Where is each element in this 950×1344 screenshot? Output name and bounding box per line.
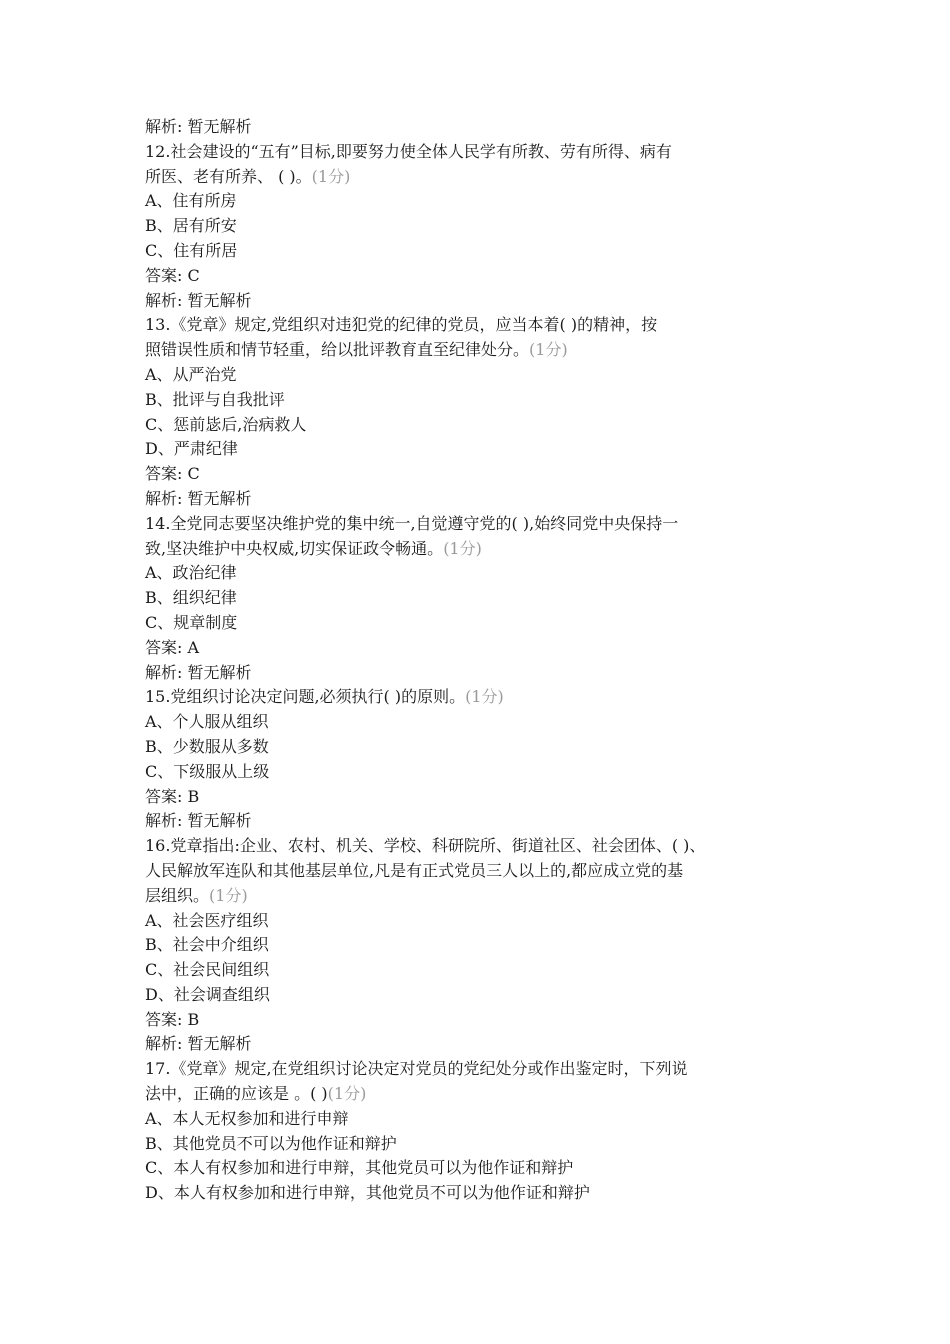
text-line xyxy=(145,264,825,289)
text-line xyxy=(145,512,825,537)
score-label: (1分) xyxy=(311,166,351,186)
line-text: 层组织。 xyxy=(145,885,210,905)
line-text: B、批评与自我批评 xyxy=(145,389,285,409)
text-line xyxy=(145,710,825,735)
score-label: (1分) xyxy=(465,687,504,707)
line-text: D、严肃纪律 xyxy=(145,439,238,459)
line-text: 答案: C xyxy=(145,265,200,285)
document-page xyxy=(145,115,825,1206)
text-line xyxy=(145,685,825,710)
line-text: 解析: 暂无解析 xyxy=(145,1034,252,1054)
text-line xyxy=(145,462,825,487)
text-line xyxy=(145,313,825,338)
line-text: 人民解放军连队和其他基层单位,凡是有正式党员三人以上的,都应成立党的基 xyxy=(145,860,684,880)
text-line xyxy=(145,1082,825,1107)
line-text: B、居有所安 xyxy=(145,216,237,236)
text-line xyxy=(145,1008,825,1033)
text-line xyxy=(145,809,825,834)
line-text: 答案: B xyxy=(145,1009,200,1029)
line-text: C、惩前毖后,治病救人 xyxy=(145,414,307,434)
text-line xyxy=(145,388,825,413)
text-line xyxy=(145,537,825,562)
text-line xyxy=(145,1107,825,1132)
line-text: A、本人无权参加和进行申辩 xyxy=(145,1108,349,1128)
text-line xyxy=(145,487,825,512)
line-text: 所医、老有所养、 ( )。 xyxy=(145,166,312,186)
line-text: B、少数服从多数 xyxy=(145,736,269,756)
text-line xyxy=(145,115,825,140)
line-text: 15.党组织讨论决定问题,必须执行( )的原则。 xyxy=(145,687,466,707)
line-text: A、政治纪律 xyxy=(145,563,237,583)
line-text: 答案: C xyxy=(145,464,200,484)
text-line xyxy=(145,214,825,239)
text-line xyxy=(145,1057,825,1082)
score-label: (1分) xyxy=(209,885,248,905)
text-line xyxy=(145,785,825,810)
text-line xyxy=(145,859,825,884)
line-text: 致,坚决维护中央权威,切实保证政令畅通。 xyxy=(145,538,444,558)
line-text: 解析: 暂无解析 xyxy=(145,662,252,682)
text-line xyxy=(145,1032,825,1057)
text-line xyxy=(145,338,825,363)
line-text: 解析: 暂无解析 xyxy=(145,488,252,508)
text-line xyxy=(145,636,825,661)
text-line xyxy=(145,884,825,909)
text-line xyxy=(145,958,825,983)
line-text: A、从严治党 xyxy=(145,364,237,384)
text-line xyxy=(145,437,825,462)
line-text: D、社会调查组织 xyxy=(145,984,270,1004)
line-text: C、规章制度 xyxy=(145,612,238,632)
line-text: 答案: A xyxy=(145,637,200,657)
text-line xyxy=(145,363,825,388)
line-text: C、下级服从上级 xyxy=(145,761,270,781)
line-text: 法中，正确的应该是 。( ) xyxy=(145,1084,328,1104)
text-line xyxy=(145,561,825,586)
score-label: (1分) xyxy=(529,340,568,360)
line-text: 16.党章指出:企业、农村、机关、学校、科研院所、街道社区、社会团体、( )、 xyxy=(145,836,706,856)
text-line xyxy=(145,413,825,438)
line-text: 解析: 暂无解析 xyxy=(145,811,252,831)
text-line xyxy=(145,586,825,611)
text-line xyxy=(145,735,825,760)
line-text: C、本人有权参加和进行申辩，其他党员可以为他作证和辩护 xyxy=(145,1158,574,1178)
line-text: C、住有所居 xyxy=(145,240,238,260)
line-text: A、个人服从组织 xyxy=(145,712,269,732)
text-line xyxy=(145,760,825,785)
line-text: B、其他党员不可以为他作证和辩护 xyxy=(145,1133,397,1153)
text-line xyxy=(145,661,825,686)
line-text: B、社会中介组织 xyxy=(145,935,269,955)
score-label: (1分) xyxy=(443,538,482,558)
line-text: 14.全党同志要坚决维护党的集中统一,自觉遵守党的( ),始终同党中央保持一 xyxy=(145,513,679,533)
line-text: 12.社会建设的“五有”目标,即要努力使全体人民学有所教、劳有所得、病有 xyxy=(145,141,672,161)
line-text: 13.《党章》规定,党组织对违犯党的纪律的党员，应当本着( )的精神，按 xyxy=(145,315,658,335)
line-text: B、组织纪律 xyxy=(145,588,237,608)
line-text: D、本人有权参加和进行申辩，其他党员不可以为他作证和辩护 xyxy=(145,1183,590,1203)
text-line xyxy=(145,140,825,165)
text-line xyxy=(145,611,825,636)
line-text: 解析: 暂无解析 xyxy=(145,117,252,136)
text-line xyxy=(145,933,825,958)
line-text: 17.《党章》规定,在党组织讨论决定对党员的党纪处分或作出鉴定时，下列说 xyxy=(145,1059,688,1079)
line-text: 照错误性质和情节轻重，给以批评教育直至纪律处分。 xyxy=(145,340,530,360)
text-line xyxy=(145,239,825,264)
line-text: A、社会医疗组织 xyxy=(145,910,269,930)
line-text: C、社会民间组织 xyxy=(145,960,270,980)
text-line xyxy=(145,983,825,1008)
text-line xyxy=(145,834,825,859)
text-line xyxy=(145,909,825,934)
text-line xyxy=(145,1132,825,1157)
score-label: (1分) xyxy=(327,1084,367,1104)
text-line xyxy=(145,1156,825,1181)
text-line xyxy=(145,289,825,314)
line-text: 解析: 暂无解析 xyxy=(145,290,252,310)
text-line xyxy=(145,165,825,190)
line-text: A、住有所房 xyxy=(145,191,237,211)
text-line xyxy=(145,1181,825,1206)
line-text: 答案: B xyxy=(145,786,200,806)
text-line xyxy=(145,189,825,214)
